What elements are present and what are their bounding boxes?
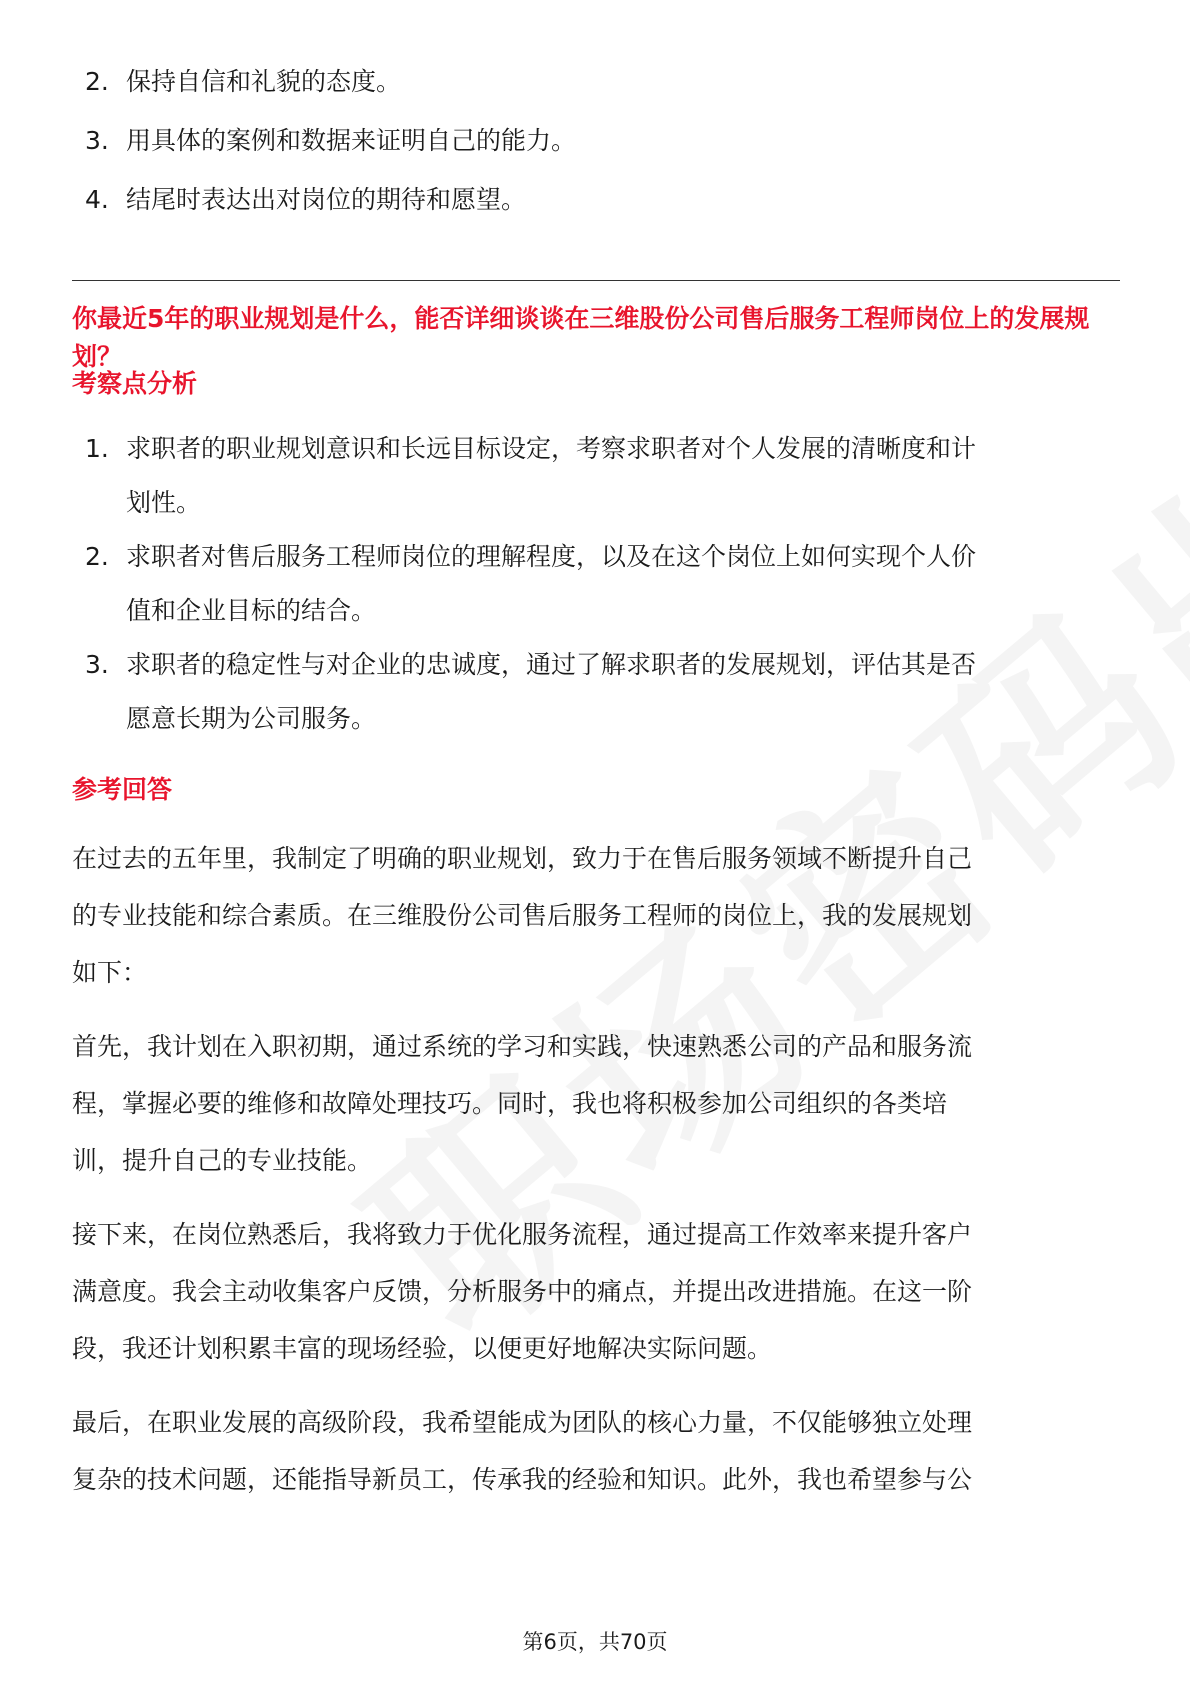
list-number: 4. — [85, 185, 109, 214]
list-text-line: 求职者的职业规划意识和长远目标设定，考察求职者对个人发展的清晰度和计 — [126, 434, 977, 463]
answer-paragraph — [72, 1206, 1120, 1377]
list-text: 结尾时表达出对岗位的期待和愿望。 — [126, 185, 527, 214]
paragraph-line: 复杂的技术问题，还能指导新员工，传承我的经验和知识。此外，我也希望参与公 — [72, 1465, 973, 1494]
paragraph-line: 首先，我计划在入职初期，通过系统的学习和实践，快速熟悉公司的产品和服务流 — [72, 1032, 973, 1061]
analysis-heading: 考察点分析 — [72, 369, 198, 398]
list-item — [72, 422, 1120, 530]
answer-paragraph — [72, 1018, 1120, 1189]
paragraph-line: 段，我还计划积累丰富的现场经验，以便更好地解决实际问题。 — [72, 1334, 773, 1363]
list-text-line: 求职者的稳定性与对企业的忠诚度，通过了解求职者的发展规划，评估其是否 — [126, 650, 977, 679]
paragraph-line: 最后，在职业发展的高级阶段，我希望能成为团队的核心力量，不仅能够独立处理 — [72, 1408, 973, 1437]
list-item — [72, 530, 1120, 638]
analysis-list — [72, 422, 1120, 746]
page-footer: 第6页，共70页 — [522, 1630, 668, 1654]
list-text-line: 求职者对售后服务工程师岗位的理解程度，以及在这个岗位上如何实现个人价 — [126, 542, 977, 571]
list-number: 3. — [85, 650, 109, 679]
paragraph-line: 程，掌握必要的维修和故障处理技巧。同时，我也将积极参加公司组织的各类培 — [72, 1089, 948, 1118]
paragraph-line: 在过去的五年里，我制定了明确的职业规划，致力于在售后服务领域不断提升自己 — [72, 844, 973, 873]
list-text-line: 愿意长期为公司服务。 — [126, 704, 377, 733]
paragraph-line: 满意度。我会主动收集客户反馈，分析服务中的痛点，并提出改进措施。在这一阶 — [72, 1277, 973, 1306]
list-text-line: 值和企业目标的结合。 — [126, 596, 377, 625]
list-text: 用具体的案例和数据来证明自己的能力。 — [126, 126, 577, 155]
list-number: 3. — [85, 126, 109, 155]
paragraph-line: 接下来，在岗位熟悉后，我将致力于优化服务流程，通过提高工作效率来提升客户 — [72, 1220, 973, 1249]
list-item — [72, 52, 576, 111]
tips-list — [72, 52, 576, 229]
answer-paragraph — [72, 830, 1120, 1001]
list-item — [72, 638, 1120, 746]
answer-heading: 参考回答 — [72, 775, 173, 804]
paragraph-line: 如下： — [72, 958, 148, 987]
list-number: 2. — [85, 542, 109, 571]
list-item — [72, 170, 576, 229]
paragraph-line: 的专业技能和综合素质。在三维股份公司售后服务工程师的岗位上，我的发展规划 — [72, 901, 973, 930]
list-number: 1. — [85, 434, 109, 463]
list-item — [72, 111, 576, 170]
section-divider — [72, 280, 1120, 281]
paragraph-line: 训，提升自己的专业技能。 — [72, 1146, 373, 1175]
answer-paragraph — [72, 1394, 1120, 1508]
list-text-line: 划性。 — [126, 488, 202, 517]
list-text: 保持自信和礼貌的态度。 — [126, 67, 402, 96]
list-number: 2. — [85, 67, 109, 96]
question-heading: 你最近5年的职业规划是什么，能否详细谈谈在三维股份公司售后服务工程师岗位上的发展规划？ — [72, 304, 1090, 371]
